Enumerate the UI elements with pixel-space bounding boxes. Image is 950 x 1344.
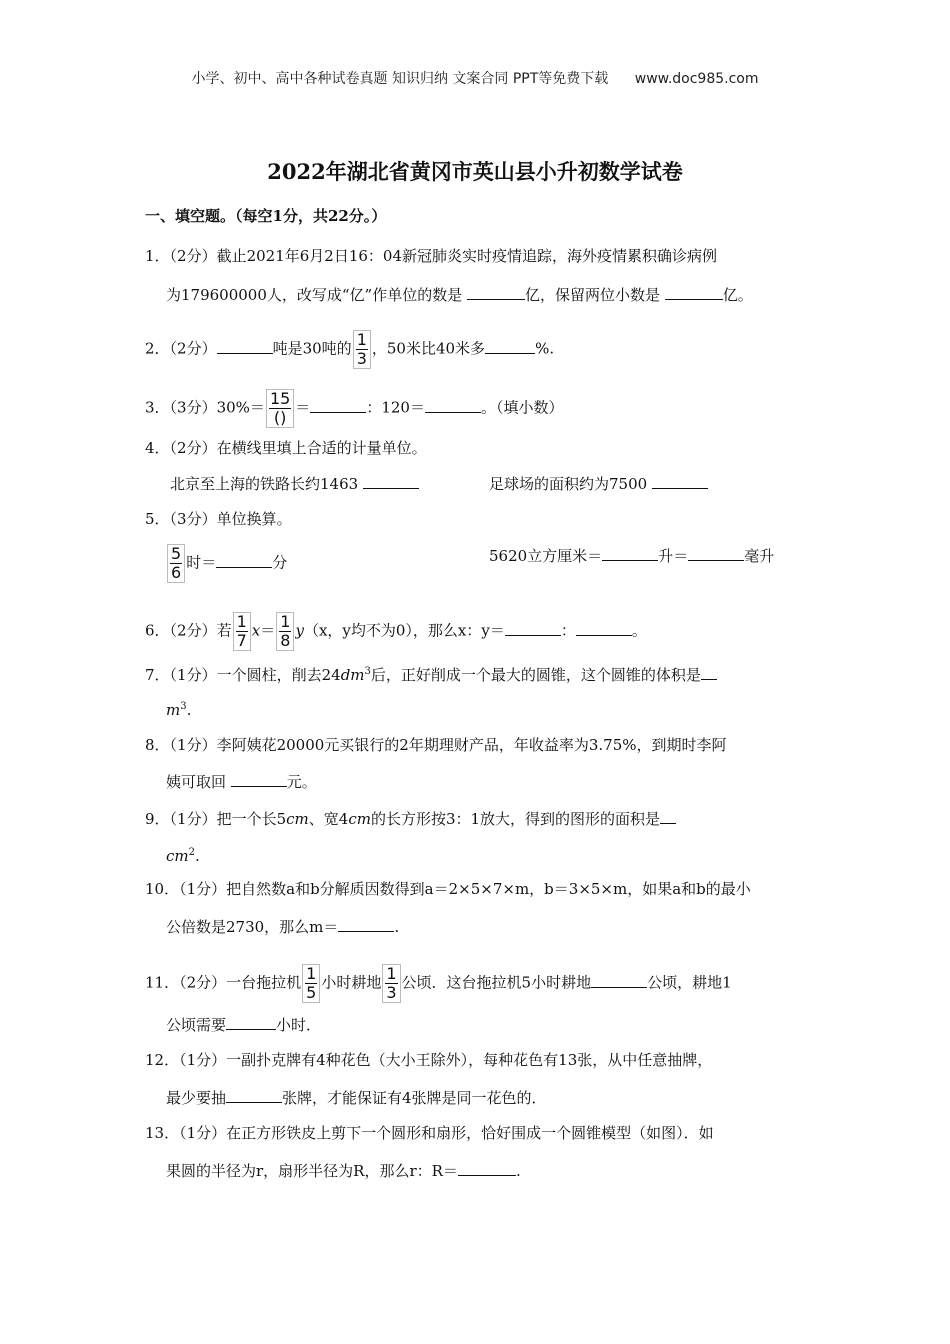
answer-blank[interactable] [652, 473, 708, 489]
question-1-line-1: 1．（2分）截止2021年6月2日16：04新冠肺炎实时疫情追踪，海外疫情累积确诊病例 [145, 247, 718, 265]
answer-blank[interactable] [216, 552, 272, 568]
fraction: $\frac{1}{3}$ [382, 964, 400, 1003]
question-8-line-1: 8．（1分）李阿姨花20000元买银行的2年期理财产品，年收益率为3.75%，到期时李阿 [145, 736, 727, 754]
page-header [0, 68, 950, 88]
question-2: 2．（2分） 吨是30吨的 $\frac{1}{3}$ ，50米比40米多 %. [145, 330, 555, 368]
header-site-link[interactable]: www.doc985.com [634, 71, 759, 87]
question-5-left: $\frac{5}{6}$ 时＝ 分 [166, 544, 287, 583]
answer-blank[interactable] [505, 620, 561, 636]
question-8-line-2: 姨可取回 元。 [166, 773, 317, 791]
answer-blank[interactable] [226, 1014, 276, 1030]
answer-blank[interactable] [688, 545, 744, 561]
question-5: 5．（3分）单位换算。 [145, 510, 292, 528]
question-4: 4．（2分）在横线里填上合适的计量单位。 [145, 439, 427, 457]
fraction: $\frac{1}{5}$ [302, 964, 320, 1003]
question-9-line-1: 9．（1分）把一个长5cm、宽4cm的长方形按3：1放大，得到的图形的面积是 [145, 808, 676, 829]
answer-blank[interactable] [217, 338, 273, 354]
answer-blank[interactable] [338, 916, 394, 932]
answer-blank[interactable] [576, 620, 632, 636]
fraction: $\frac{1}{3}$ [353, 330, 371, 369]
question-1-line-2: 为179600000人，改写成“亿”作单位的数是 亿，保留两位小数是 亿。 [166, 286, 753, 304]
question-3: 3．（3分）30%＝ $\frac{15}{()}$ ＝ ：120＝ 。（填小数） [145, 389, 564, 427]
answer-blank[interactable] [226, 1087, 282, 1103]
answer-blank[interactable] [701, 664, 717, 680]
answer-blank[interactable] [363, 473, 419, 489]
question-5-right: 5620立方厘米＝ 升＝ 毫升 [489, 547, 775, 565]
answer-blank[interactable] [310, 397, 366, 413]
answer-blank[interactable] [665, 284, 723, 300]
fraction: $\frac{1}{7}$ [233, 612, 251, 651]
answer-blank[interactable] [467, 284, 525, 300]
answer-blank[interactable] [231, 771, 287, 787]
section-heading: 一、填空题。（每空1分，共22分。） [145, 207, 387, 225]
question-11-line-2: 公顷需要 小时． [166, 1016, 322, 1034]
question-7-line-2: $m^3$. [166, 701, 192, 719]
question-6: 6．（2分）若 $\frac{1}{7}$ x＝ $\frac{1}{8}$ y（x，y均不为0），那么x：y＝ ： 。 [145, 612, 647, 650]
question-4-left: 北京至上海的铁路长约1463 [170, 473, 419, 494]
answer-blank[interactable] [602, 545, 658, 561]
question-12-line-1: 12．（1分）一副扑克牌有4种花色（大小王除外），每种花色有13张，从中任意抽牌， [145, 1051, 713, 1069]
answer-blank[interactable] [425, 397, 481, 413]
question-10-line-2: 公倍数是2730，那么m＝ . [166, 918, 400, 936]
answer-blank[interactable] [458, 1160, 516, 1176]
question-4-right: 足球场的面积约为7500 [489, 473, 708, 494]
question-7-line-1: 7．（1分）一个圆柱，削去$24dm^3$后，正好削成一个最大的圆锥，这个圆锥的体积是 [145, 662, 717, 685]
question-13-line-2: 果圆的半径为r，扇形半径为R，那么r：R＝ . [166, 1162, 521, 1180]
answer-blank[interactable] [591, 972, 647, 988]
answer-blank[interactable] [485, 338, 535, 354]
question-10-line-1: 10．（1分）把自然数a和b分解质因数得到a＝2×5×7×m，b＝3×5×m，如果a和b的最小 [145, 880, 751, 898]
page-title: 2022年湖北省黄冈市英山县小升初数学试卷 [267, 159, 683, 184]
question-9-line-2: $cm^2$. [166, 847, 200, 865]
fraction: $\frac{1}{8}$ [276, 612, 294, 651]
question-11-line-1: 11．（2分）一台拖拉机 $\frac{1}{5}$ 小时耕地 $\frac{1}{3}$ 公顷．这台拖拉机5小时耕地 公顷，耕地1 [145, 964, 732, 1002]
question-12-line-2: 最少要抽 张牌，才能保证有4张牌是同一花色的． [166, 1089, 547, 1107]
question-13-line-1: 13．（1分）在正方形铁皮上剪下一个圆形和扇形，恰好围成一个圆锥模型（如图）．如 [145, 1124, 714, 1142]
fraction: $\frac{15}{()}$ [266, 389, 294, 428]
fraction: $\frac{5}{6}$ [167, 544, 185, 583]
answer-blank[interactable] [660, 808, 676, 824]
header-text: 小学、初中、高中各种试卷真题 知识归纳 文案合同 PPT等免费下载 [191, 71, 609, 87]
